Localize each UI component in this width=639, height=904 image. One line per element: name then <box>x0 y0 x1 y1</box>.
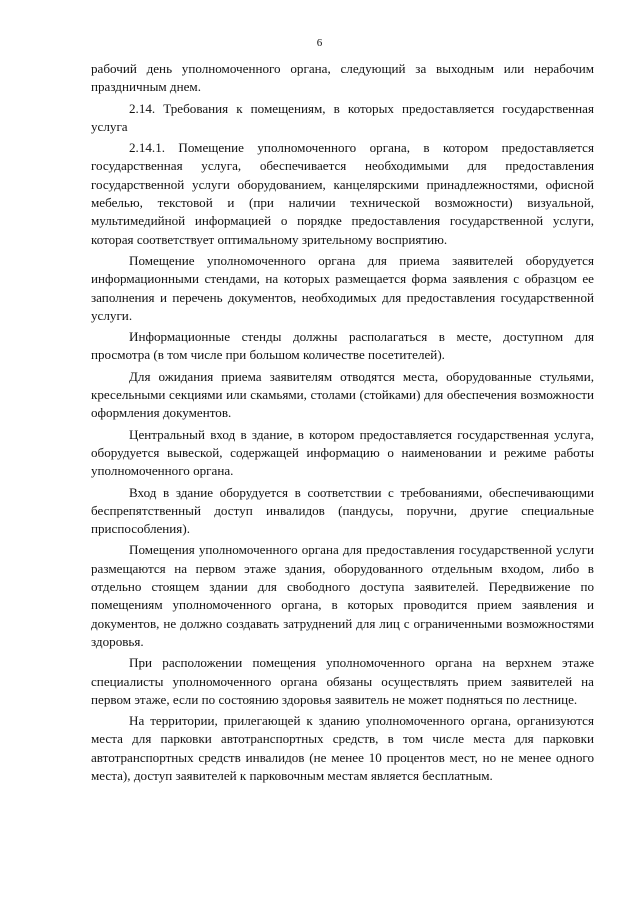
paragraph-premises-location: Помещения уполномоченного органа для предоставления государственной услуги размещаются на первом этаже здания, оборудованного отдельным входом, либо в отдельно стоящем здании для свободного доступа заявителей. Передвижение по помещениям уполномоченного органа, в которых проводится прием заявления и документов, не должно создавать затруднений для лиц с ограниченными возможностями здоровья. <box>91 542 594 649</box>
paragraph-info-stands: Помещение уполномоченного органа для приема заявителей оборудуется информационными стендами, на которых размещается форма заявления с образцом ее заполнения и перечень документов, необходимых для предоставления государственной услуги. <box>91 252 594 323</box>
paragraph-stand-placement: Информационные стенды должны располагаться в месте, доступном для просмотра (в том числе при большом количестве посетителей). <box>91 329 594 363</box>
paragraph-parking: На территории, прилегающей к зданию уполномоченного органа, организуются места для парковки автотранспортных средств, в том числе места для парковки автотранспортных средств инвалидов (не менее 10 процентов мест, но не менее одного места), доступ заявителей к парковочным местам является бесплатным. <box>91 713 594 783</box>
section-heading-2-14: 2.14. Требования к помещениям, в которых предоставляется государственная услуга <box>91 100 594 134</box>
paragraph-central-entrance: Центральный вход в здание, в котором предоставляется государственная услуга, оборудуется вывеской, содержащей информацию о наименовании и режиме работы уполномоченного органа. <box>91 426 594 479</box>
page-number: 6 <box>316 37 323 49</box>
paragraph-upper-floor: При расположении помещения уполномоченного органа на верхнем этаже специалисты уполномоченного органа обязаны осуществлять прием заявителей на первом этаже, если по состоянию здоровья заявитель не может подняться по лестнице. <box>91 655 594 707</box>
paragraph-waiting-area: Для ожидания приема заявителям отводятся места, оборудованные стульями, кресельными секциями или скамьями, столами (стойками) для обеспечения возможности оформления документов. <box>91 368 594 421</box>
paragraph-2-14-1: 2.14.1. Помещение уполномоченного органа, в котором предоставляется государственная услуга, обеспечивается необходимыми для предоставления государственной услуги оборудованием, канцелярскими принадлежностями, офисной мебелью, текстовой и (при наличии технической возможности) визуальной, мультимедийной информацией о порядке предоставления государственной услуги, которая соответствует оптимальному зрительному восприятию. <box>91 140 594 247</box>
paragraph-continuation: рабочий день уполномоченного органа, следующий за выходным или нерабочим праздничным днем. <box>91 61 594 95</box>
document-body <box>91 60 594 788</box>
paragraph-accessible-entrance: Вход в здание оборудуется в соответствии с требованиями, обеспечивающими беспрепятственный доступ инвалидов (пандусы, поручни, другие специальные приспособления). <box>91 484 594 537</box>
